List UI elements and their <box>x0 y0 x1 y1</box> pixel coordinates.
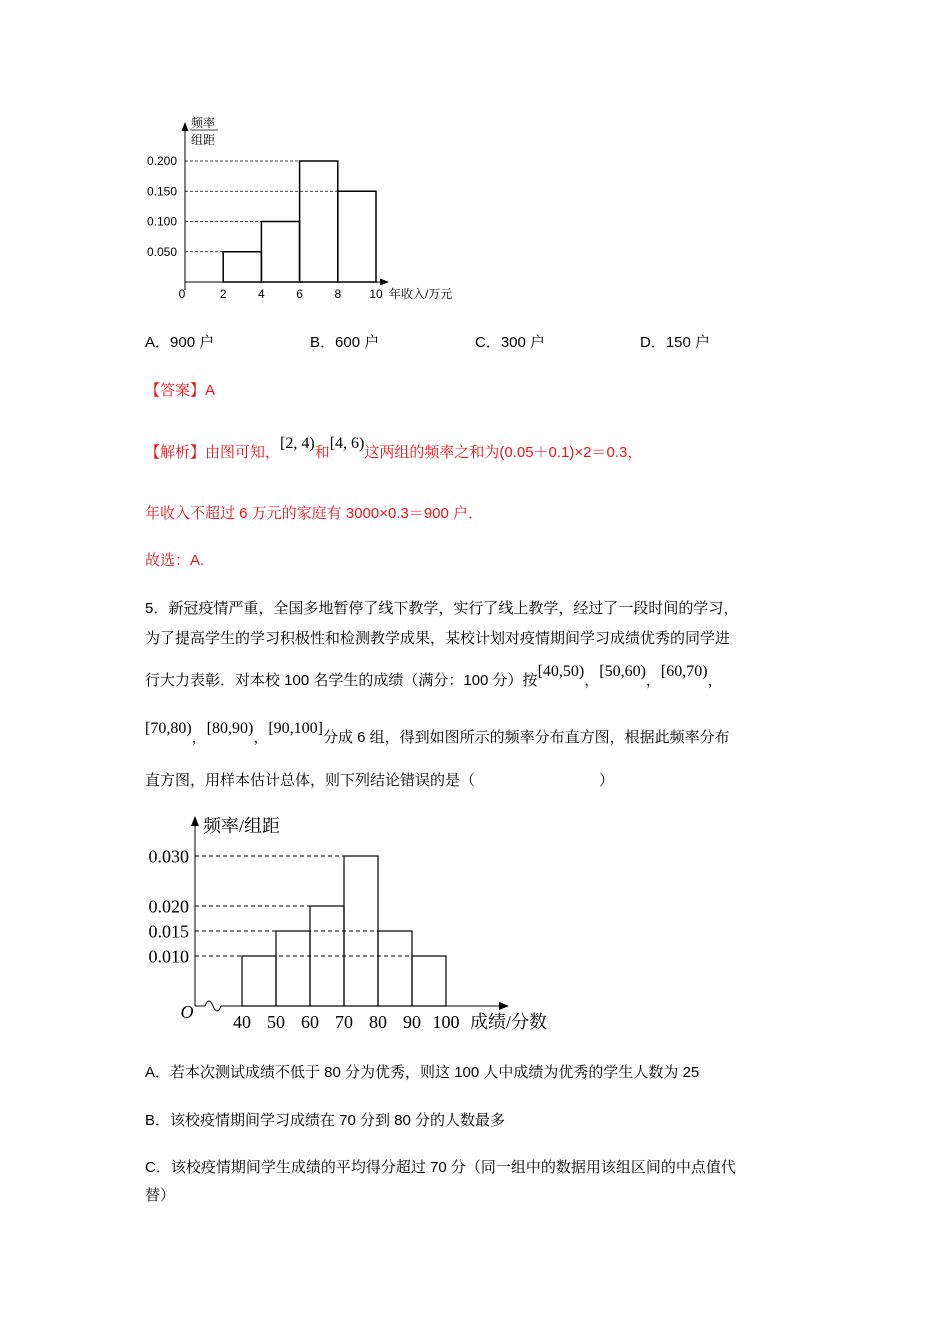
q5-line5 <box>145 769 614 790</box>
histogram-bar <box>276 931 310 1006</box>
q5-line4-text: 分成 6 组，得到如图所示的频率分布直方图，根据此频率分布 <box>323 729 730 746</box>
interval-70-80: [70,80) <box>145 720 192 737</box>
q5-line4 <box>145 720 730 747</box>
x-tick-label: 2 <box>219 287 227 301</box>
histogram-bar <box>412 956 446 1006</box>
comma: ， <box>253 729 269 746</box>
y-axis-arrow <box>191 816 199 826</box>
y-label-top: 频率 <box>191 116 216 130</box>
q5-option-c[interactable] <box>145 1156 736 1177</box>
x-tick-label: 70 <box>335 1012 353 1032</box>
q4-analysis-line1 <box>145 435 643 462</box>
option-letter: C． <box>475 334 501 351</box>
interval-50-60: [50,60) <box>599 663 646 680</box>
comma: ， <box>707 672 723 689</box>
q5-option-b[interactable] <box>145 1109 505 1130</box>
histogram-bar <box>242 956 276 1006</box>
y-tick-label: 0.050 <box>146 244 177 259</box>
y-tick-label: 0.030 <box>148 846 189 867</box>
analysis-text: 由图可知， <box>205 444 281 461</box>
histogram-bar <box>378 931 412 1006</box>
q5-line2: 为了提高学生的学习积极性和检测教学成果，某校计划对疫情期间学习成绩优秀的同学进 <box>145 630 731 647</box>
option-letter: C． <box>145 1159 171 1176</box>
x-axis-arrow <box>499 1002 509 1010</box>
q5-line5-text: 直方图，用样本估计总体，则下列结论错误的是（ <box>145 772 476 789</box>
option-text: 若本次测试成绩不低于 80 分为优秀，则这 100 人中成绩为优秀的学生人数为 25 <box>170 1064 700 1081</box>
x-tick-label: 80 <box>369 1012 387 1032</box>
x-axis-label: 年收入/万元 <box>389 287 453 301</box>
y-tick-label: 0.100 <box>146 214 177 229</box>
x-tick-label: 50 <box>267 1012 285 1032</box>
comma: ， <box>191 729 207 746</box>
q4-answer <box>145 379 215 400</box>
interval-40-50: [40,50) <box>537 663 585 680</box>
x-tick-label: 90 <box>403 1012 421 1032</box>
option-letter: A． <box>145 1064 171 1081</box>
y-axis-label: 频率/组距 <box>203 816 281 836</box>
option-letter: B． <box>310 334 336 351</box>
score-histogram <box>140 808 580 1033</box>
option-text: 300 户 <box>500 334 546 351</box>
y-tick-label: 0.015 <box>148 921 189 942</box>
q4-option-a[interactable] <box>145 331 214 352</box>
origin-label: O <box>180 1002 194 1022</box>
interval-4-6: [4, 6) <box>329 435 365 452</box>
option-text: 900 户 <box>170 334 215 351</box>
q4-option-c[interactable] <box>475 331 545 352</box>
q4-conclusion: 故选：A. <box>145 552 205 569</box>
x-tick-label: 40 <box>233 1012 251 1032</box>
x-tick-label: 4 <box>258 287 265 301</box>
analysis-text-2: 这两组的频率之和为(0.05＋0.1)×2＝0.3， <box>364 444 643 461</box>
histogram-bar <box>300 161 338 282</box>
interval-90-100: [90,100] <box>268 720 323 737</box>
income-histogram <box>130 110 480 310</box>
q4-option-d[interactable] <box>640 331 710 352</box>
y-tick-label: 0.010 <box>148 946 189 967</box>
q5-line3 <box>145 663 723 690</box>
x-axis-label: 成绩/分数 <box>470 1012 548 1032</box>
y-axis-arrow <box>182 122 189 131</box>
option-text: 150 户 <box>665 334 711 351</box>
q4-option-b[interactable] <box>310 331 379 352</box>
x-tick-label: 6 <box>296 287 303 301</box>
histogram-bar <box>338 191 376 282</box>
interval-80-90: [80,90) <box>206 720 254 737</box>
and-word: 和 <box>314 444 330 461</box>
x-tick-label: 100 <box>432 1012 460 1032</box>
x-tick-label: 10 <box>369 287 383 301</box>
y-tick-label: 0.020 <box>148 896 189 917</box>
option-letter: D． <box>640 334 666 351</box>
interval-60-70: [60,70) <box>660 663 708 680</box>
close-paren: ） <box>599 772 615 789</box>
x-tick-label: 8 <box>334 287 342 301</box>
q4-analysis-line2: 年收入不超过 6 万元的家庭有 3000×0.3＝900 户． <box>145 505 484 522</box>
histogram-bar <box>261 222 299 283</box>
option-text: 600 户 <box>335 334 380 351</box>
x-tick-label: 60 <box>301 1012 319 1032</box>
q5-option-c-cont: 替） <box>145 1187 176 1204</box>
q5-line1: 5．新冠疫情严重，全国多地暂停了线下教学，实行了线上教学，经过了一段时间的学习， <box>145 600 739 617</box>
answer-label: 【答案】 <box>145 382 206 399</box>
option-letter: A． <box>145 334 171 351</box>
analysis-label: 【解析】 <box>145 444 206 461</box>
origin-label: 0 <box>178 287 186 301</box>
option-text: 该校疫情期间学习成绩在 70 分到 80 分的人数最多 <box>170 1112 506 1129</box>
y-tick-label: 0.150 <box>146 184 177 199</box>
histogram-bar <box>223 252 261 282</box>
comma: ， <box>584 672 600 689</box>
interval-2-4: [2, 4) <box>280 435 315 452</box>
comma: ， <box>645 672 661 689</box>
q5-option-a[interactable] <box>145 1061 699 1082</box>
answer-value: A <box>205 382 216 399</box>
y-label-bottom: 组距 <box>191 133 216 147</box>
x-axis-arrow <box>380 279 389 286</box>
axis-break-squiggle <box>205 1001 221 1011</box>
q5-line3-text: 行大力表彰．对本校 100 名学生的成绩（满分：100 分）按 <box>145 672 538 689</box>
option-text: 该校疫情期间学生成绩的平均得分超过 70 分（同一组中的数据用该组区间的中点值代 <box>170 1159 736 1176</box>
option-letter: B． <box>145 1112 171 1129</box>
y-tick-label: 0.200 <box>146 154 177 169</box>
